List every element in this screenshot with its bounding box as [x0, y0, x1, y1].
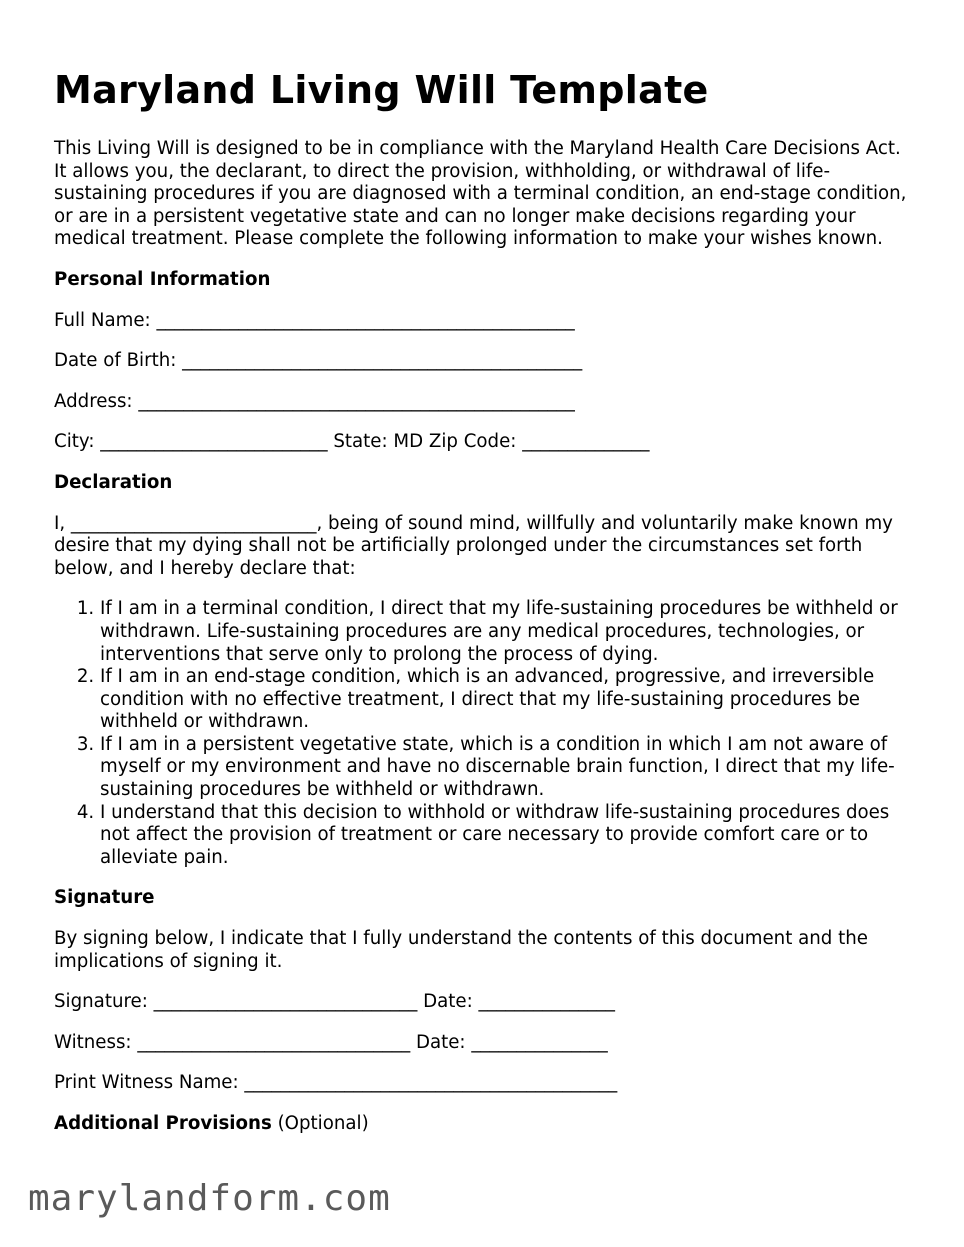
declaration-item: 2. If I am in an end-stage condition, which is an advanced, progressive, and irreversible condition with no effective treatment, I direct that my life-sustaining procedures be withheld or withdrawn. [100, 666, 916, 734]
additional-provisions-title: Additional Provisions [54, 1113, 272, 1134]
declaration-text: I, ___________________________, being of sound mind, willfully and voluntarily make known my desire that my dying shall not be artificially prolonged under the circumstances set forth below, and I hereby declare that: [54, 512, 893, 579]
additional-provisions-heading [54, 1113, 916, 1136]
city-state-zip-field[interactable]: City: _________________________ State: MD Zip Code: ______________ [54, 431, 650, 453]
document-page [54, 64, 916, 1136]
declaration-item: 3. If I am in a persistent vegetative state, which is a condition in which I am not aware of myself or my environment and have no discernable brain function, I direct that my life-sustaining procedures be withheld or withdrawn. [100, 734, 916, 802]
declaration-item: 1. If I am in a terminal condition, I direct that my life-sustaining procedures be withheld or withdrawn. Life-sustaining procedures are any medical procedures, technologies, or interventions that serve only to prolong the process of dying. [100, 598, 916, 666]
date-of-birth-field[interactable]: Date of Birth: ____________________________________________ [54, 350, 583, 372]
declaration-list [54, 598, 916, 869]
intro-paragraph: This Living Will is designed to be in compliance with the Maryland Health Care Decisions Act. It allows you, the declarant, to direct the provision, withholding, or withdrawal of life-sustaining procedures if you are diagnosed with a terminal condition, an end-stage condition, or are in a persistent vegetative state and can no longer make decisions regarding your medical treatment. Please complete the following information to make your wishes known. [54, 138, 907, 250]
declaration-heading: Declaration [54, 471, 173, 493]
witness-date-field[interactable]: Witness: ______________________________ Date: _______________ [54, 1031, 608, 1053]
signature-date-field[interactable]: Signature: _____________________________ Date: _______________ [54, 991, 615, 1013]
address-field[interactable]: Address: ________________________________________________ [54, 390, 575, 412]
full-name-field[interactable]: Full Name: ______________________________________________ [54, 309, 575, 331]
personal-information-heading: Personal Information [54, 268, 271, 290]
print-witness-name-field[interactable]: Print Witness Name: _________________________________________ [54, 1072, 618, 1094]
signature-intro: By signing below, I indicate that I fully understand the contents of this document and the implications of signing it. [54, 928, 868, 972]
watermark: marylandform.com [28, 1178, 391, 1219]
optional-note: (Optional) [277, 1113, 369, 1134]
declaration-item: 4. I understand that this decision to withhold or withdraw life-sustaining procedures does not affect the provision of treatment or care necessary to provide comfort care or to alleviate pain. [100, 802, 916, 870]
signature-heading: Signature [54, 887, 155, 909]
document-title: Maryland Living Will Template [54, 68, 709, 112]
